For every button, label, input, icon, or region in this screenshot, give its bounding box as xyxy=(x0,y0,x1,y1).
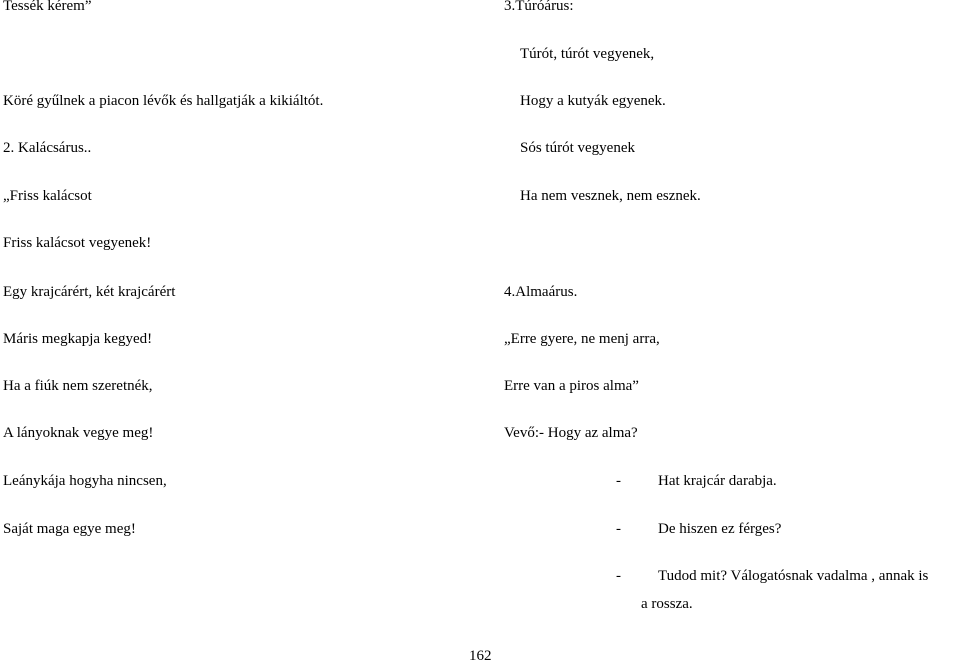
text-line: Erre van a piros alma” xyxy=(504,378,639,394)
dialogue-line xyxy=(616,520,781,538)
text-line: Hogy a kutyák egyenek. xyxy=(520,93,666,109)
text-line: Tessék kérem” xyxy=(3,0,92,14)
dialogue-text: Tudod mit? Válogatósnak vadalma , annak is xyxy=(658,568,929,584)
text-line: Máris megkapja kegyed! xyxy=(3,331,153,347)
section-heading-turoarus: 3.Túróárus: xyxy=(504,0,574,14)
text-line: Ha a fiúk nem szeretnék, xyxy=(3,378,153,394)
dash: - xyxy=(616,521,621,537)
text-line: Túrót, túrót vegyenek, xyxy=(520,46,655,62)
dialogue-line xyxy=(616,567,928,585)
text-line: „Friss kalácsot xyxy=(3,188,92,204)
section-heading-kalacsarus: 2. Kalácsárus.. xyxy=(3,140,92,156)
section-heading-almaarus: 4.Almaárus. xyxy=(504,284,578,300)
page-number: 162 xyxy=(469,648,492,664)
text-line: Egy krajcárért, két krajcárért xyxy=(3,284,176,300)
text-line: Sós túrót vegyenek xyxy=(520,140,635,156)
dialogue-continuation: a rossza. xyxy=(641,596,693,612)
dash: - xyxy=(616,568,621,584)
text-line: Vevő:- Hogy az alma? xyxy=(504,425,638,441)
dialogue-text: Hat krajcár darabja. xyxy=(658,473,777,489)
text-line: Ha nem vesznek, nem esznek. xyxy=(520,188,701,204)
text-line: „Erre gyere, ne menj arra, xyxy=(504,331,660,347)
text-line: Friss kalácsot vegyenek! xyxy=(3,235,152,251)
text-line: A lányoknak vegye meg! xyxy=(3,425,154,441)
dash: - xyxy=(616,473,621,489)
text-line: Köré gyűlnek a piacon lévők és hallgatják a kikiáltót. xyxy=(3,93,324,109)
dialogue-text: De hiszen ez férges? xyxy=(658,521,782,537)
text-line: Saját maga egye meg! xyxy=(3,521,136,537)
dialogue-line xyxy=(616,472,777,490)
text-line: Leánykája hogyha nincsen, xyxy=(3,473,167,489)
